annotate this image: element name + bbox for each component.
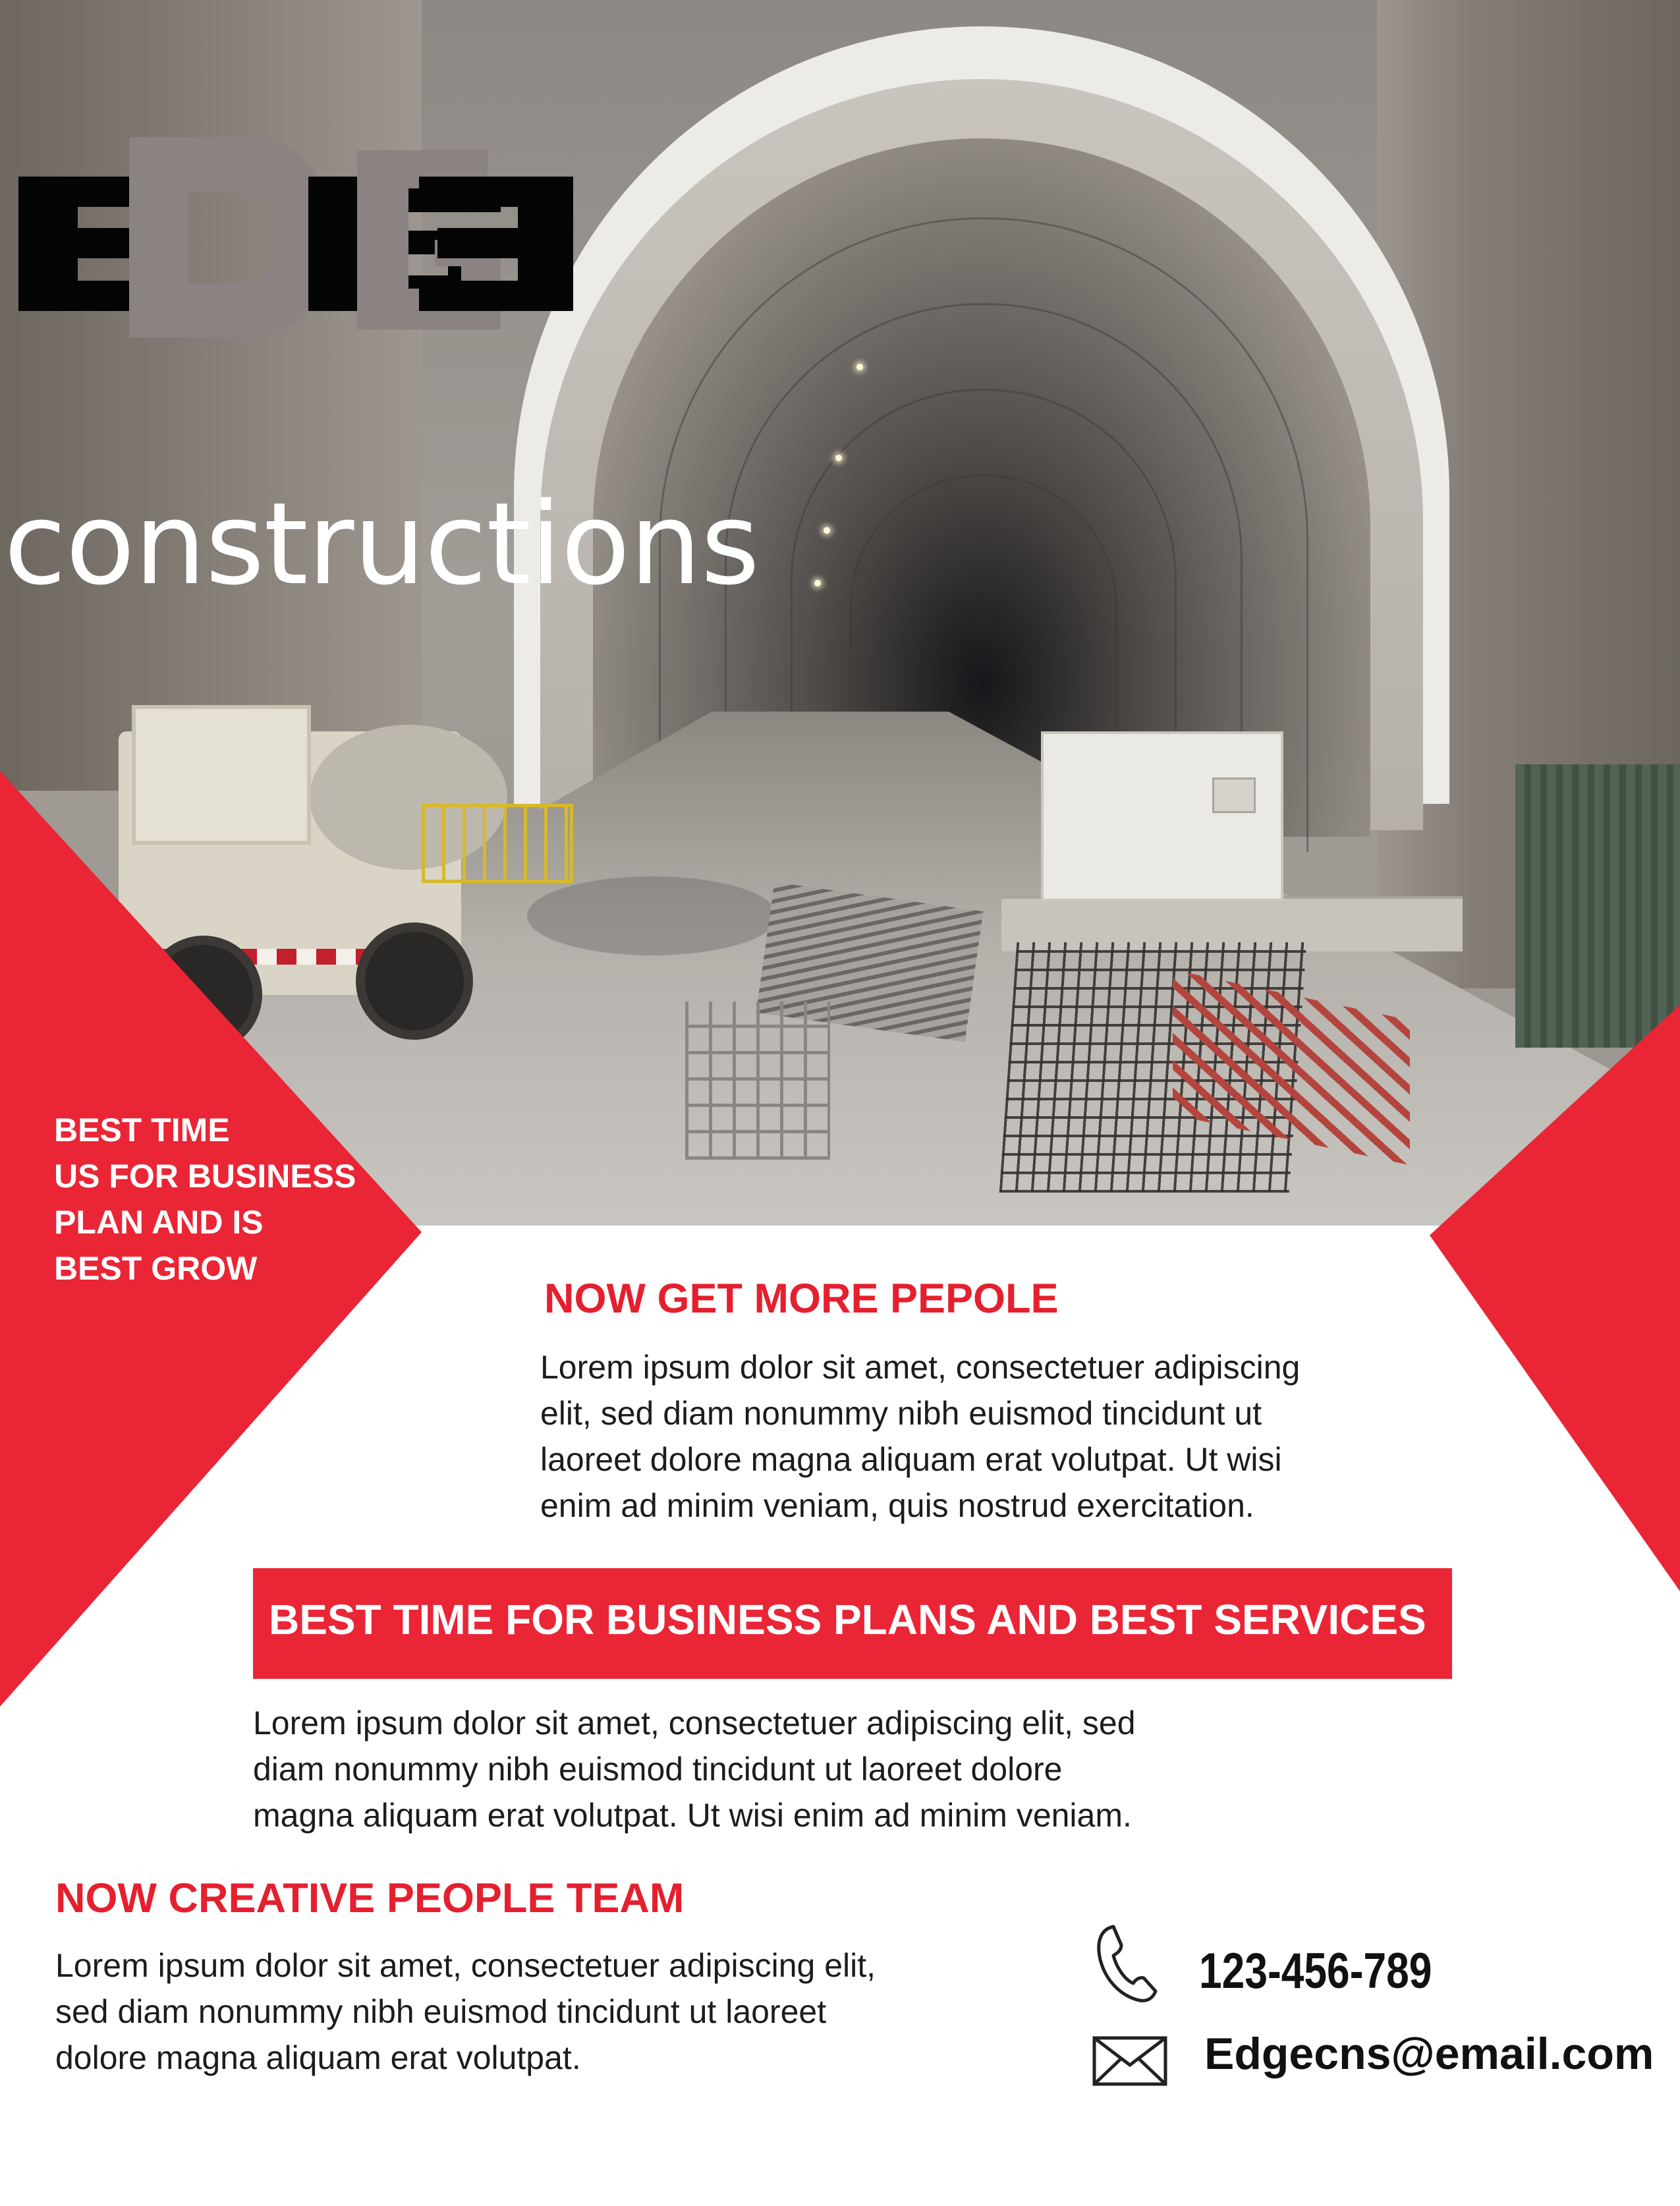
company-logo xyxy=(0,132,760,610)
tagline-line: BEST GROW xyxy=(54,1250,258,1287)
phone-icon xyxy=(1094,1923,1160,2004)
body-line: enim ad minim veniam, quis nostrud exercitation. xyxy=(540,1487,1254,1524)
body-line: laoreet dolore magna aliquam erat volutpat. Ut wisi xyxy=(540,1441,1282,1478)
body-line: Lorem ipsum dolor sit amet, consectetuer adipiscing elit, xyxy=(55,1947,876,1984)
tagline-line: US FOR BUSINESS xyxy=(54,1158,356,1195)
scaffold-frame xyxy=(685,1002,830,1160)
edge-logo-mark xyxy=(0,132,698,474)
section-two-body xyxy=(55,1942,876,2081)
ceiling-lamp xyxy=(824,527,830,534)
section-one-heading: NOW GET MORE PEPOLE xyxy=(544,1276,1059,1322)
ceiling-lamp xyxy=(835,455,842,461)
body-line: elit, sed diam nonummy nibh euismod tincidunt ut xyxy=(540,1395,1262,1432)
truck-wheel xyxy=(356,922,473,1040)
phone-number[interactable]: 123-456-789 xyxy=(1199,1943,1432,1999)
air-conditioner xyxy=(1212,778,1256,813)
section-two-heading: NOW CREATIVE PEOPLE TEAM xyxy=(55,1875,685,1921)
body-line: sed diam nonummy nibh euismod tincidunt ut laoreet xyxy=(55,1993,827,2030)
body-line: dolore magna aliquam erat volutpat. xyxy=(55,2039,581,2076)
body-line: magna aliquam erat volutpat. Ut wisi enim ad minim veniam. xyxy=(253,1797,1132,1834)
truck-cab xyxy=(132,705,311,845)
email-address[interactable]: Edgecns@email.com xyxy=(1204,2029,1654,2079)
truck-railing xyxy=(422,804,573,883)
tagline-line: BEST TIME xyxy=(54,1112,230,1148)
banner-text: BEST TIME FOR BUSINESS PLANS AND BEST SERVICES xyxy=(269,1596,1426,1643)
ceiling-lamp xyxy=(856,364,863,370)
section-one-body xyxy=(540,1344,1300,1529)
body-line: Lorem ipsum dolor sit amet, consectetuer adipiscing elit, sed xyxy=(253,1705,1136,1741)
body-line: diam nonummy nibh euismod tincidunt ut laoreet dolore xyxy=(253,1751,1063,1788)
water-puddle xyxy=(527,876,777,955)
body-line: Lorem ipsum dolor sit amet, consectetuer adipiscing xyxy=(540,1349,1301,1386)
green-hoarding xyxy=(1515,764,1680,1048)
site-office-container xyxy=(1041,731,1283,901)
tagline-line: PLAN AND IS xyxy=(54,1204,264,1241)
envelope-icon xyxy=(1092,2036,1167,2086)
logo-wordmark: constructions xyxy=(4,478,760,610)
ceiling-lamp xyxy=(814,580,821,586)
services-banner xyxy=(253,1568,1452,1679)
banner-body xyxy=(253,1700,1136,1838)
hero-tagline xyxy=(54,1107,397,1291)
